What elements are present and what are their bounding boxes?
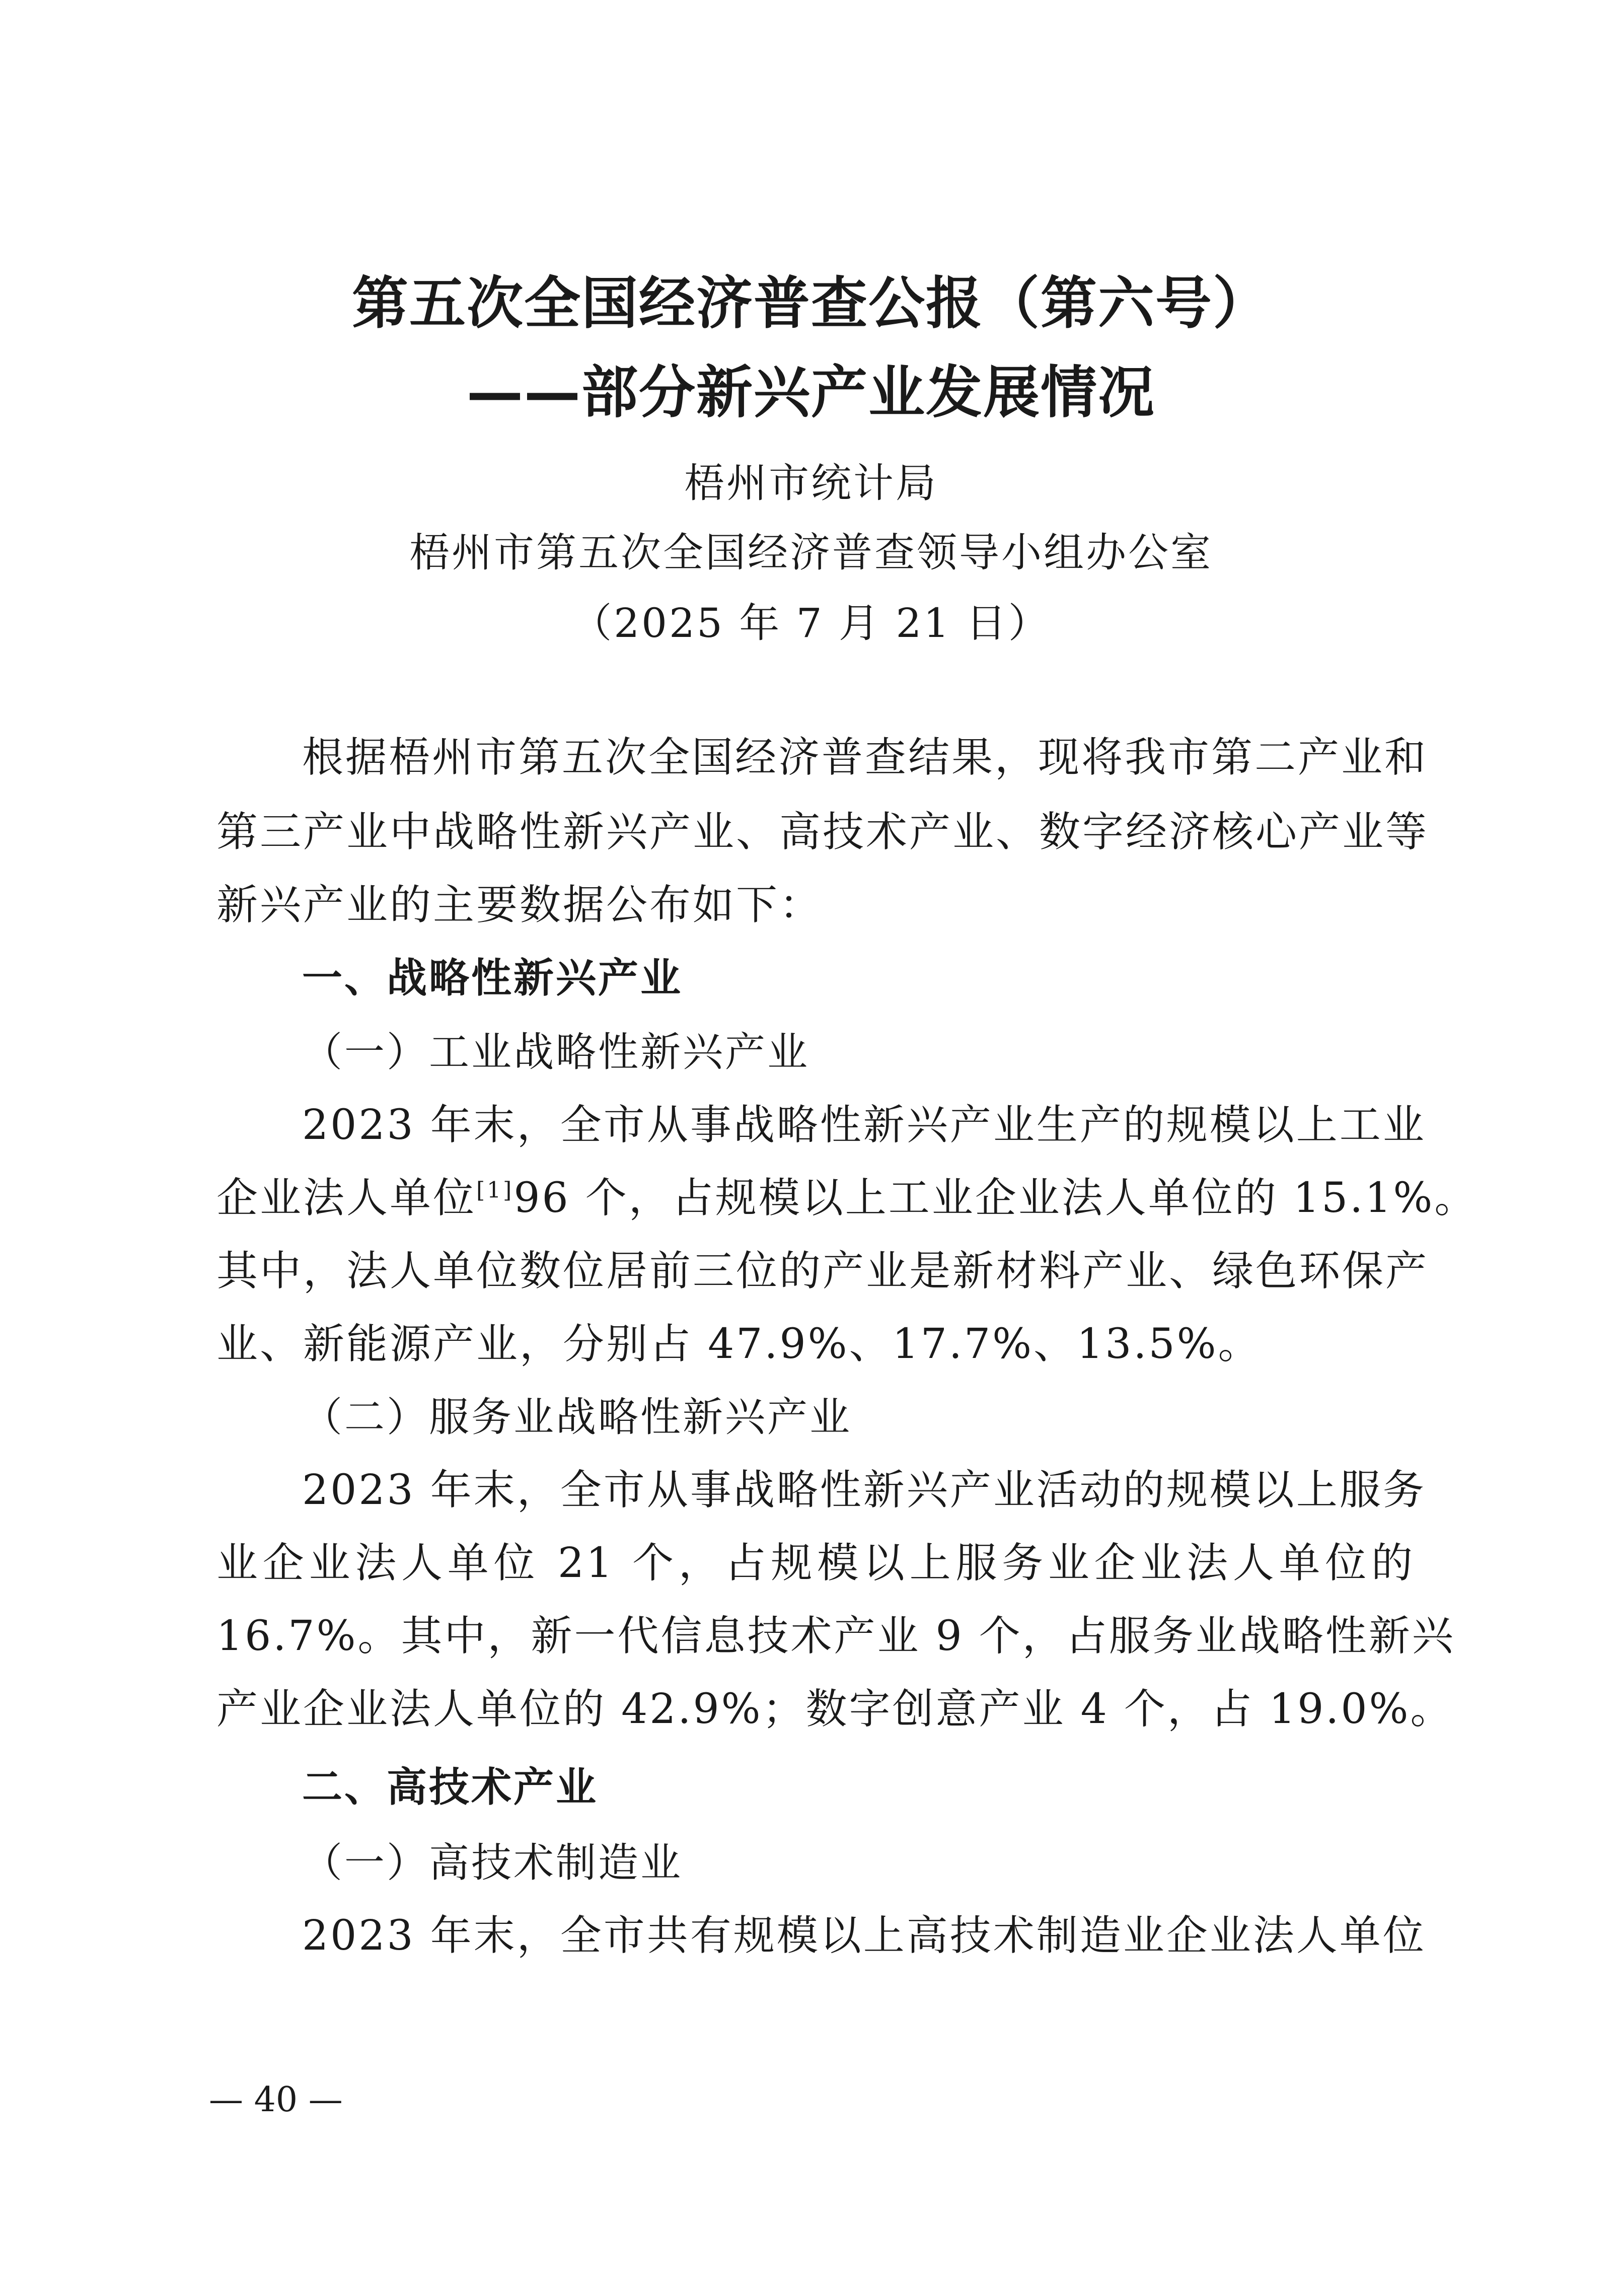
intro-line: 第三产业中战略性新兴产业、高技术产业、数字经济核心产业等 xyxy=(216,808,1429,856)
subsection-heading-services: （二）服务业战略性新兴产业 xyxy=(302,1394,852,1441)
paragraph-line: 产业企业法人单位的 42.9%；数字创意产业 4 个，占 19.0%。 xyxy=(216,1685,1454,1733)
subsection-heading-industrial: （一）工业战略性新兴产业 xyxy=(302,1029,809,1075)
issuer-office: 梧州市第五次全国经济普查领导小组办公室 xyxy=(409,529,1213,576)
document-subtitle: ——部分新兴产业发展情况 xyxy=(467,360,1155,425)
paragraph-line xyxy=(216,1171,1478,1226)
paragraph-text: 企业法人单位 xyxy=(216,1174,477,1222)
paragraph-line: 业、新能源产业，分别占 47.9%、17.7%、13.5%。 xyxy=(216,1320,1262,1368)
paragraph-line: 2023 年末，全市从事战略性新兴产业活动的规模以上服务 xyxy=(302,1466,1426,1514)
paragraph-line: 2023 年末，全市从事战略性新兴产业生产的规模以上工业 xyxy=(302,1101,1426,1149)
subsection-heading-high-tech-manufacturing: （一）高技术制造业 xyxy=(302,1839,683,1886)
paragraph-line: 2023 年末，全市共有规模以上高技术制造业企业法人单位 xyxy=(302,1912,1426,1960)
page-number: — 40 — xyxy=(209,2080,343,2120)
section-heading-strategic-emerging: 一、战略性新兴产业 xyxy=(302,955,683,1001)
issue-date: （2025 年 7 月 21 日） xyxy=(571,600,1051,647)
intro-line: 根据梧州市第五次全国经济普查结果，现将我市第二产业和 xyxy=(302,734,1428,781)
paragraph-line: 其中，法人单位数位居前三位的产业是新材料产业、绿色环保产 xyxy=(216,1247,1429,1295)
paragraph-line: 16.7%。其中，新一代信息技术产业 9 个，占服务业战略性新兴 xyxy=(216,1612,1455,1660)
section-heading-high-tech: 二、高技术产业 xyxy=(302,1764,598,1811)
paragraph-line: 业企业法人单位 21 个，占规模以上服务业企业法人单位的 xyxy=(216,1539,1415,1587)
paragraph-text: 96 个，占规模以上工业企业法人单位的 15.1%。 xyxy=(513,1174,1478,1222)
document-title: 第五次全国经济普查公报（第六号） xyxy=(352,271,1270,336)
issuer-bureau: 梧州市统计局 xyxy=(684,460,938,507)
footnote-marker: [1] xyxy=(476,1177,514,1203)
intro-line: 新兴产业的主要数据公布如下： xyxy=(216,881,823,929)
